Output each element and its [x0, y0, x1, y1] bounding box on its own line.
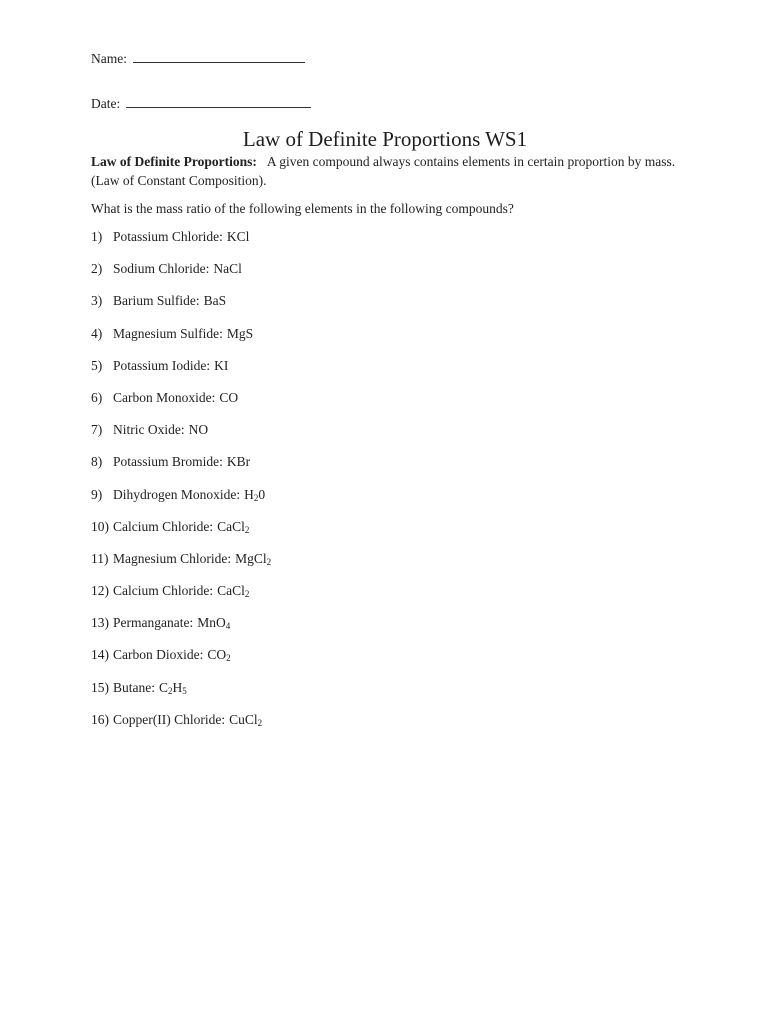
formula-subscript: 2 [244, 589, 250, 600]
name-field [91, 48, 305, 67]
formula-part: 0 [258, 486, 266, 502]
list-item [91, 261, 271, 293]
formula-subscript: 2 [168, 685, 173, 696]
date-field [91, 93, 311, 112]
list-item [91, 422, 271, 454]
formula-part: NO [188, 422, 209, 438]
compound-formula [235, 551, 271, 567]
list-item [91, 680, 271, 712]
formula-part: KBr [226, 454, 251, 470]
compound-name: Copper(II) Chloride: [113, 711, 226, 727]
item-number: 9) [91, 486, 103, 502]
formula-part: BaS [203, 293, 227, 309]
formula-part: CO [219, 389, 239, 405]
date-blank-line [126, 93, 311, 108]
compound-formula [229, 712, 262, 728]
formula-part: CO [207, 647, 227, 663]
item-number: 11) [91, 550, 109, 566]
formula-part: KI [214, 357, 229, 373]
formula-part: CaCl [217, 583, 245, 599]
compound-name: Barium Sulfide: [113, 293, 200, 309]
compound-name: Sodium Chloride: [113, 261, 210, 277]
worksheet-title: Law of Definite Proportions WS1 [242, 127, 528, 151]
formula-part: MgS [226, 325, 254, 341]
compound-name: Calcium Chloride: [113, 518, 214, 534]
formula-subscript: 4 [225, 621, 231, 632]
compound-name: Nitric Oxide: [113, 422, 185, 438]
compound-name: Permanganate: [113, 615, 194, 631]
item-number: 1) [91, 229, 103, 244]
compound-formula [219, 390, 238, 406]
item-number: 6) [91, 389, 103, 405]
list-item [91, 326, 271, 358]
list-item [91, 615, 271, 647]
question-prompt: What is the mass ratio of the following elements in the following compounds? [91, 201, 514, 216]
compound-formula [189, 422, 209, 438]
formula-part: C [159, 679, 169, 695]
item-number: 4) [91, 325, 103, 341]
compound-name: Butane: [113, 679, 155, 695]
item-number: 2) [91, 261, 103, 277]
compound-list [91, 229, 271, 744]
item-number: 14) [91, 647, 109, 663]
compound-name: Dihydrogen Monoxide: [113, 486, 241, 502]
formula-part: NaCl [213, 261, 242, 277]
list-item [91, 647, 271, 679]
formula-part: KCl [226, 229, 250, 244]
formula-part: CuCl [229, 711, 258, 727]
formula-subscript: 2 [244, 524, 250, 535]
item-number: 16) [91, 711, 109, 727]
item-number: 8) [91, 454, 103, 470]
definition-term: Law of Definite Proportions: [91, 154, 257, 169]
compound-formula [214, 358, 228, 374]
compound-name: Calcium Chloride: [113, 583, 214, 599]
list-item [91, 229, 271, 261]
formula-subscript: 2 [266, 556, 272, 567]
definition-text: A given compound always contains elements in certain proportion by mass. (Law of Constant Composition). [91, 154, 676, 188]
compound-formula [213, 261, 242, 277]
formula-subscript: 2 [253, 492, 259, 503]
compound-name: Magnesium Sulfide: [113, 325, 223, 341]
compound-formula [217, 583, 249, 599]
compound-formula [197, 615, 230, 631]
formula-part: MnO [197, 615, 226, 631]
item-number: 5) [91, 357, 103, 373]
list-item [91, 519, 271, 551]
formula-part: H [244, 486, 254, 502]
name-label: Name: [91, 51, 127, 66]
compound-formula [227, 326, 253, 342]
item-number: 7) [91, 422, 103, 438]
list-item [91, 551, 271, 583]
compound-formula [207, 647, 230, 663]
list-item [91, 390, 271, 422]
formula-part: MgCl [235, 550, 267, 566]
compound-name: Potassium Iodide: [113, 357, 211, 373]
compound-formula [159, 680, 187, 696]
item-number: 13) [91, 615, 109, 631]
list-item [91, 358, 271, 390]
compound-formula [244, 487, 265, 503]
definition-paragraph [91, 152, 691, 190]
compound-formula [217, 519, 249, 535]
item-number: 15) [91, 679, 109, 695]
name-blank-line [133, 48, 305, 63]
list-item [91, 454, 271, 486]
compound-name: Carbon Monoxide: [113, 389, 216, 405]
list-item [91, 487, 271, 519]
item-number: 10) [91, 518, 109, 534]
list-item [91, 293, 271, 325]
list-item [91, 583, 271, 615]
list-item [91, 712, 271, 744]
compound-name: Magnesium Chloride: [113, 550, 232, 566]
date-label: Date: [91, 96, 121, 111]
compound-formula [204, 293, 227, 309]
formula-subscript: 5 [182, 685, 187, 696]
compound-formula [227, 454, 250, 470]
formula-subscript: 2 [226, 653, 231, 664]
item-number: 12) [91, 583, 109, 599]
formula-subscript: 2 [257, 717, 263, 728]
formula-part: H [172, 679, 183, 695]
compound-formula [227, 229, 250, 245]
compound-name: Carbon Dioxide: [113, 647, 204, 663]
compound-name: Potassium Chloride: [113, 229, 223, 244]
compound-name: Potassium Bromide: [113, 454, 223, 470]
item-number: 3) [91, 293, 103, 309]
formula-part: CaCl [217, 518, 245, 534]
